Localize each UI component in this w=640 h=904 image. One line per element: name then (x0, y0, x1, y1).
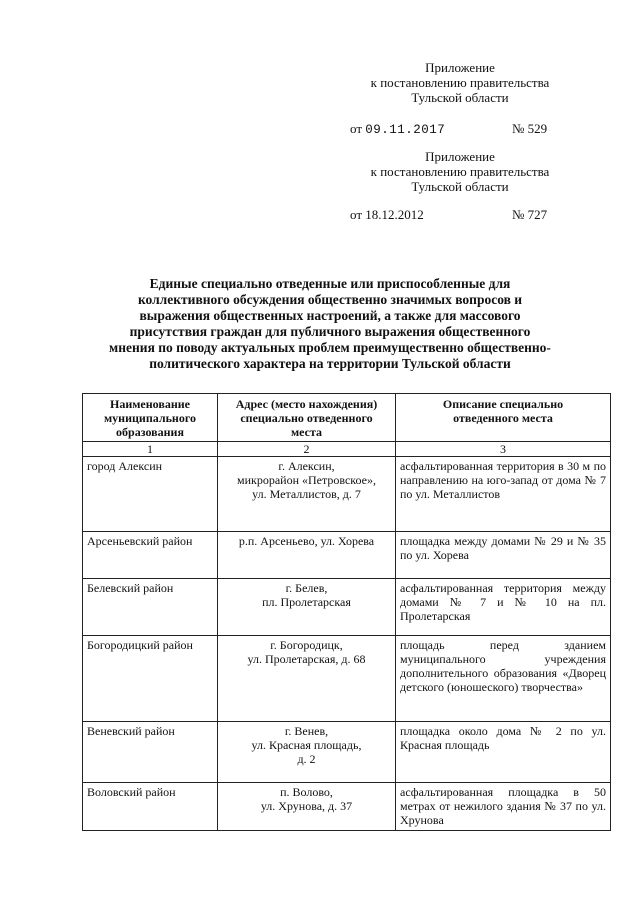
appendix-old-date: от 18.12.2012 (350, 207, 424, 222)
address-cell: р.п. Арсеньево, ул. Хорева (218, 532, 396, 579)
municipality-name: город Алексин (83, 457, 218, 532)
table-row (83, 457, 611, 532)
description-cell: асфальтированная площадка в 50 метрах от нежилого здания № 37 по ул. Хрунова (396, 783, 611, 831)
municipality-name: Воловский район (83, 783, 218, 831)
column-number: 2 (218, 442, 396, 457)
column-number: 3 (396, 442, 611, 457)
header-municipality: Наименование муниципального образования (83, 394, 218, 442)
places-table (82, 393, 611, 831)
table-row (83, 783, 611, 831)
table-row (83, 532, 611, 579)
municipality-name: Богородицкий район (83, 636, 218, 722)
municipality-name: Арсеньевский район (83, 532, 218, 579)
appendix-new-date (350, 121, 445, 138)
table-row (83, 722, 611, 783)
header-description: Описание специально отведенного места (396, 394, 611, 442)
header-address: Адрес (место нахождения) специально отведенного места (218, 394, 396, 442)
appendix-decree-line: к постановлению правительства (370, 75, 550, 90)
appendix-label: Приложение (425, 60, 495, 75)
appendix-decree-line: к постановлению правительства (370, 164, 550, 179)
address-cell: г. Венев, ул. Красная площадь, д. 2 (218, 722, 396, 783)
description-cell: асфальтированная территория в 30 м по направлению на юго-запад от дома № 7 по ул. Металлистов (396, 457, 611, 532)
appendix-region-line: Тульской области (411, 90, 509, 105)
appendix-header-new (330, 60, 590, 105)
date-prefix: от (350, 121, 363, 136)
column-number-row (83, 442, 611, 457)
address-cell: г. Богородицк, ул. Пролетарская, д. 68 (218, 636, 396, 722)
description-cell: площадка около дома № 2 по ул. Красная площадь (396, 722, 611, 783)
description-cell: площадь перед зданием муниципального учреждения дополнительного образования «Дворец детского (юношеского) творчества» (396, 636, 611, 722)
appendix-new-number: № 529 (512, 121, 548, 136)
appendix-region-line: Тульской области (411, 179, 509, 194)
document-title: Единые специально отведенные или приспособленные для коллективного обсуждения общественно значимых вопросов и выражения общественных настроений, а также для массового присутствия граждан для публичного выражения общественного мнения по поводу актуальных проблем преимущественно общественно- политического характера на территории Тульской области (109, 276, 551, 371)
table-row (83, 636, 611, 722)
appendix-old-number: № 727 (512, 207, 548, 222)
table-header-row (83, 394, 611, 442)
description-cell: асфальтированная территория между домами № 7 и № 10 на пл. Пролетарская (396, 579, 611, 636)
appendix-label: Приложение (425, 149, 495, 164)
municipality-name: Веневский район (83, 722, 218, 783)
description-cell: площадка между домами № 29 и № 35 по ул. Хорева (396, 532, 611, 579)
column-number: 1 (83, 442, 218, 457)
appendix-header-old (330, 149, 590, 194)
table-row (83, 579, 611, 636)
municipality-name: Белевский район (83, 579, 218, 636)
address-cell: п. Волово, ул. Хрунова, д. 37 (218, 783, 396, 831)
address-cell: г. Белев, пл. Пролетарская (218, 579, 396, 636)
date-value: 09.11.2017 (365, 123, 446, 137)
address-cell: г. Алексин, микрорайон «Петровское», ул. Металлистов, д. 7 (218, 457, 396, 532)
